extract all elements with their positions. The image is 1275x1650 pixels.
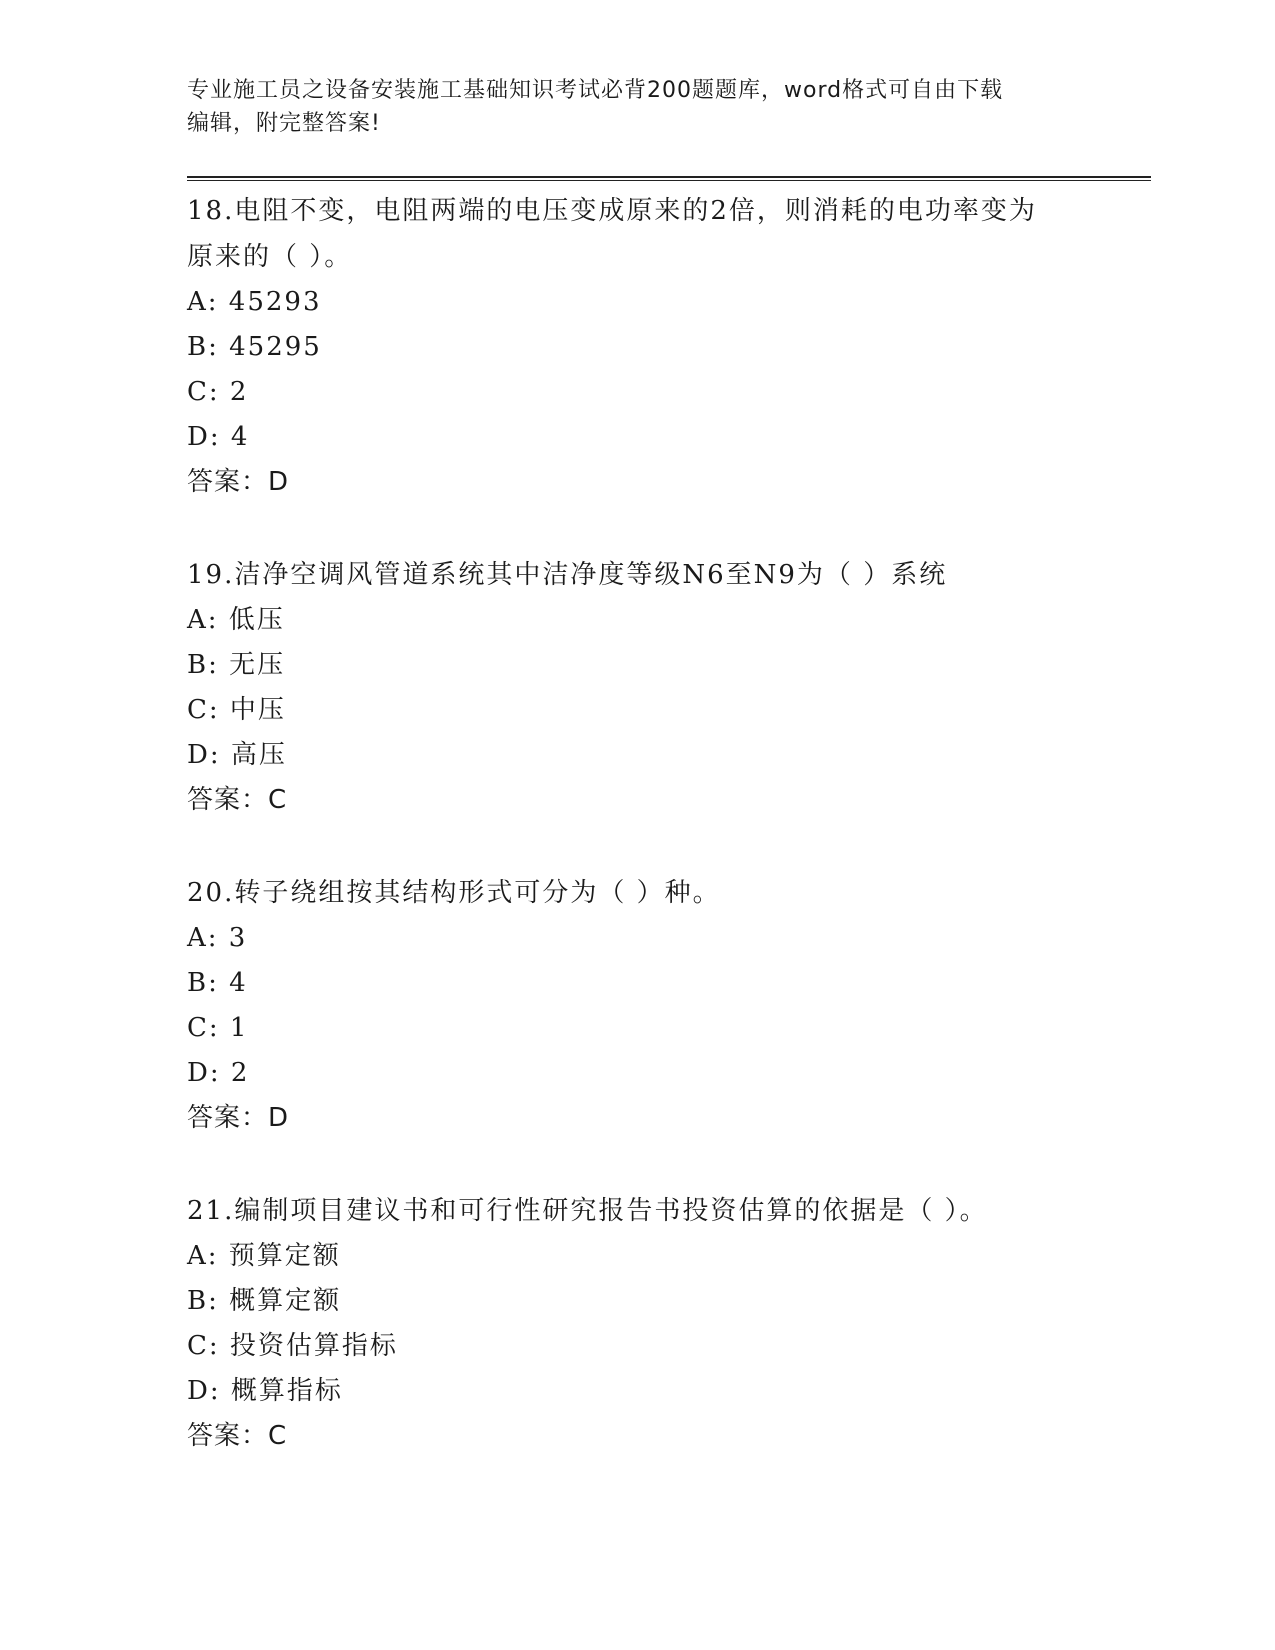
- answer-label: 答案：C: [187, 1421, 288, 1451]
- header-line-1: 专业施工员之设备安装施工基础知识考试必背200题题库，word格式可自由下载: [187, 78, 1004, 103]
- option-c: C: 1: [187, 1013, 249, 1043]
- header-line-2: 编辑，附完整答案!: [187, 111, 381, 136]
- question-21: [187, 1188, 1087, 1458]
- document-header: [187, 74, 1067, 140]
- option-a: A: 45293: [187, 287, 322, 317]
- option-b: B: 无压: [187, 650, 286, 680]
- option-c: C: 投资估算指标: [187, 1331, 398, 1361]
- question-text: 20.转子绕组按其结构形式可分为（ ）种。: [187, 878, 721, 908]
- option-a: A: 预算定额: [187, 1241, 341, 1271]
- option-b: B: 45295: [187, 332, 322, 362]
- answer-label: 答案：C: [187, 785, 288, 815]
- answer-label: 答案：D: [187, 467, 290, 497]
- option-c: C: 中压: [187, 695, 286, 725]
- option-a: A: 低压: [187, 605, 285, 635]
- question-20: [187, 870, 1087, 1140]
- question-text: 18.电阻不变，电阻两端的电压变成原来的2倍，则消耗的电功率变为: [187, 196, 1037, 226]
- question-text: 19.洁净空调风管道系统其中洁净度等级N6至N9为（ ）系统: [187, 560, 948, 590]
- option-b: B: 概算定额: [187, 1286, 342, 1316]
- question-18: [187, 188, 1087, 504]
- option-d: D: 4: [187, 422, 250, 452]
- question-19: [187, 552, 1087, 822]
- option-d: D: 2: [187, 1058, 250, 1088]
- answer-label: 答案：D: [187, 1103, 290, 1133]
- option-d: D: 概算指标: [187, 1376, 343, 1406]
- option-d: D: 高压: [187, 740, 287, 770]
- header-divider: [187, 176, 1151, 181]
- option-c: C: 2: [187, 377, 249, 407]
- option-b: B: 4: [187, 968, 248, 998]
- question-text: 21.编制项目建议书和可行性研究报告书投资估算的依据是（ ）。: [187, 1196, 988, 1226]
- option-a: A: 3: [187, 923, 248, 953]
- question-text-continued: 原来的（ ）。: [187, 242, 353, 272]
